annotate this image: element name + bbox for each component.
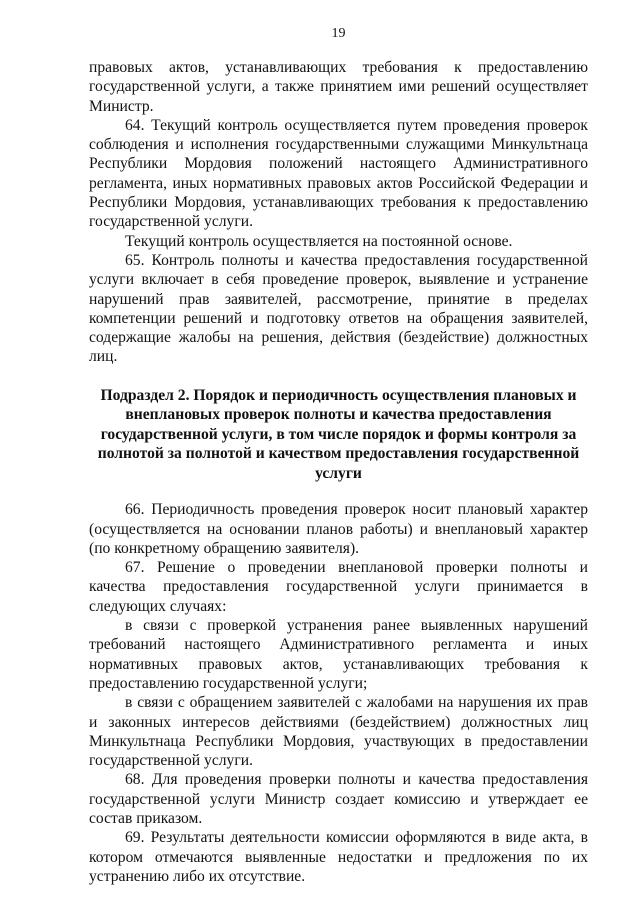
paragraph-68: 68. Для проведения проверки полноты и качества предоставления государственной услуги Министр создает комиссию и утверждает ее состав приказом. <box>89 771 588 827</box>
page-number: 19 <box>331 26 346 41</box>
paragraphs-bottom <box>89 500 588 886</box>
paragraph-64-continuous-control: Текущий контроль осуществляется на постоянной основе. <box>125 232 513 250</box>
paragraph-67: 67. Решение о проведении внеплановой проверки полноты и качества предоставления государственной услуги принимается в следующих случаях: <box>89 559 588 615</box>
paragraphs-top <box>89 58 588 367</box>
paragraph-65: 65. Контроль полноты и качества предоставления государственной услуги включает в себя проведение проверок, выявление и устранение нарушений прав заявителей, рассмотрение, принятие в пределах компетенции решений и подготовку ответов на обращения заявителей, содержащие жалобы на решения, действия (бездействие) должностных лиц. <box>89 251 588 366</box>
paragraph-continued: правовых актов, устанавливающих требования к предоставлению государственной услуги, а также принятием ими решений осуществляет Министр. <box>89 59 588 115</box>
section-heading: Подраздел 2. Порядок и периодичность осуществления плановых и внеплановых проверок полноты и качества предоставления государственной услуги, в том числе порядок и формы контроля за полнотой за полнотой и качеством предоставления государственной услуги <box>97 386 580 482</box>
document-page <box>89 26 588 886</box>
paragraph-67-case-2: в связи с обращением заявителей с жалобами на нарушения их прав и законных интересов действиями (бездействием) должностных лиц Минкультнаца Республики Мордовия, участвующих в предоставлении государственной услуги. <box>89 694 588 770</box>
paragraph-67-case-1: в связи с проверкой устранения ранее выявленных нарушений требований настоящего Административного регламента и иных нормативных правовых актов, устанавливающих требования к предоставлению государственной услуги; <box>89 617 588 692</box>
paragraph-66: 66. Периодичность проведения проверок носит плановый характер (осуществляется на основании планов работы) и внеплановый характер (по конкретному обращению заявителя). <box>89 501 588 557</box>
paragraph-64: 64. Текущий контроль осуществляется путем проведения проверок соблюдения и исполнения государственными служащими Минкультнаца Республики Мордовия положений настоящего Административного регламента, иных нормативных правовых актов Российской Федерации и Республики Мордовия, устанавливающих требования к предоставлению государственной услуги. <box>89 116 588 231</box>
paragraph-69: 69. Результаты деятельности комиссии оформляются в виде акта, в котором отмечаются выявленные недостатки и предложения по их устранению либо их отсутствие. <box>89 829 588 885</box>
